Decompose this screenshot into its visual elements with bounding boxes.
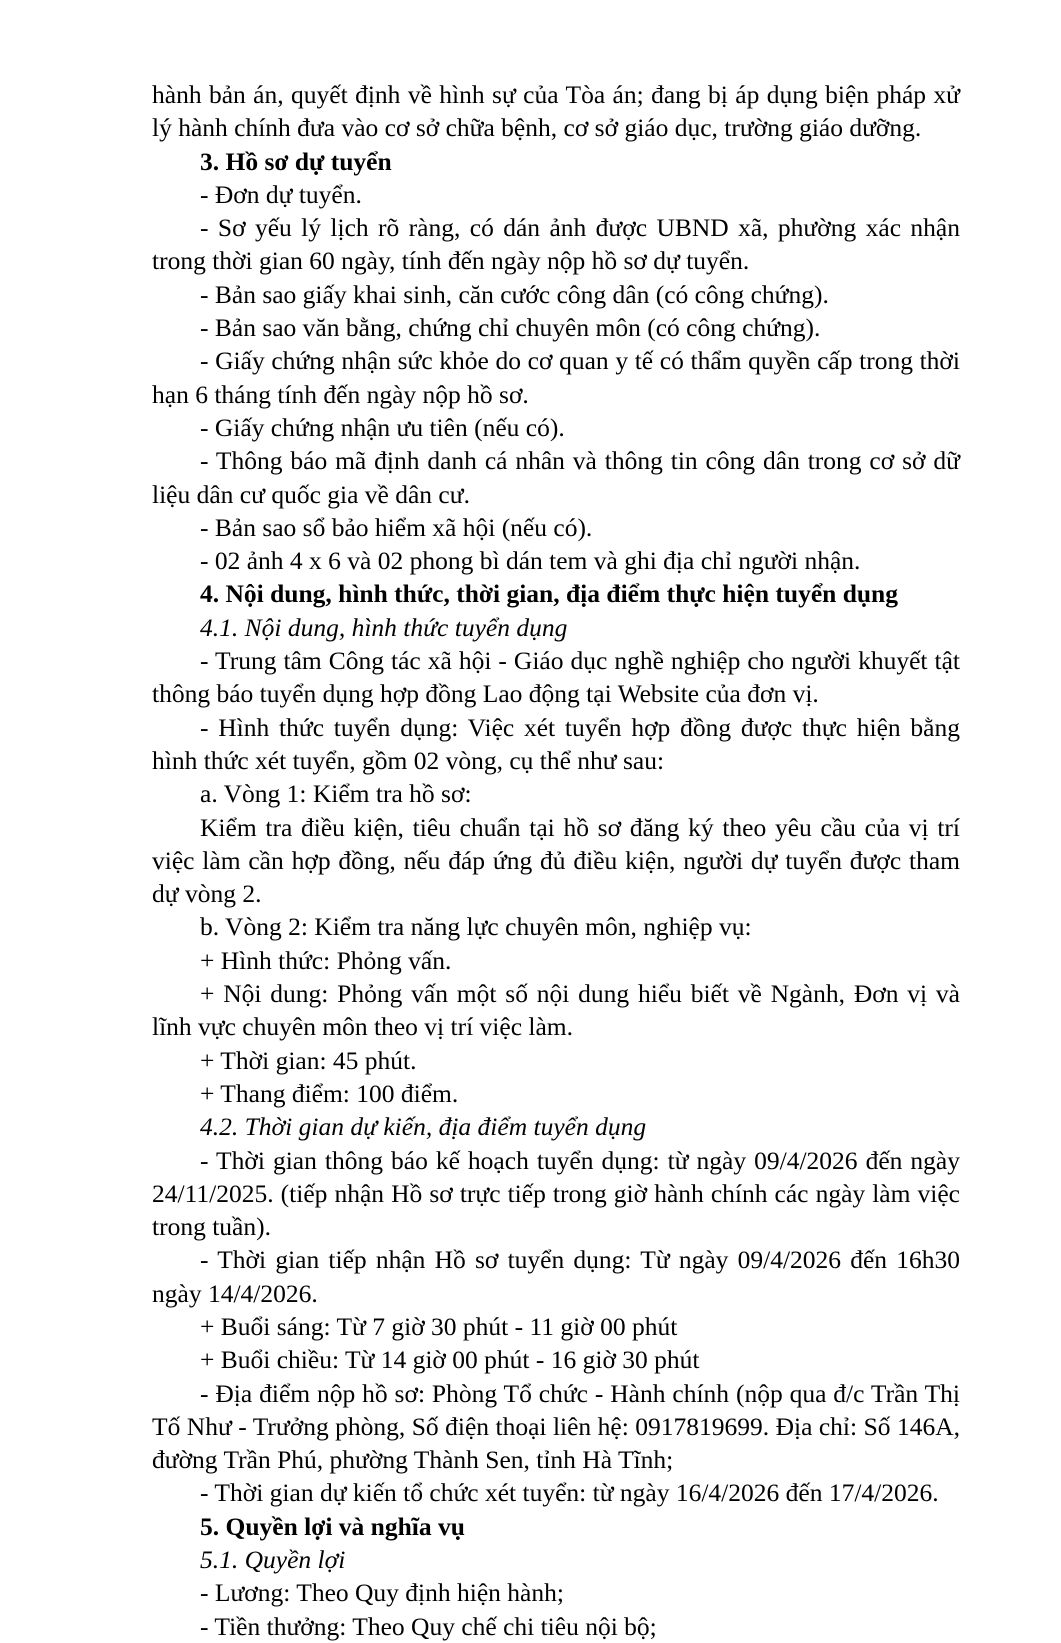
section-4-1-item-3: a. Vòng 1: Kiểm tra hồ sơ:	[200, 779, 472, 809]
section-5-heading: 5. Quyền lợi và nghĩa vụ	[200, 1511, 465, 1541]
section-4-1-item-4: Kiểm tra điều kiện, tiêu chuẩn tại hồ sơ đăng ký theo yêu cầu của vị trí việc làm cần hợp đồng, nếu đáp ứng đủ điều kiện, người dự tuyển được tham dự vòng 2.	[152, 812, 960, 909]
section-4-2-item-6: - Thời gian dự kiến tổ chức xét tuyển: từ ngày 16/4/2026 đến 17/4/2026.	[200, 1478, 939, 1508]
section-4-2-item-5: - Địa điểm nộp hồ sơ: Phòng Tổ chức - Hành chính (nộp qua đ/c Trần Thị Tố Như - Trưởng phòng, Số điện thoại liên hệ: 0917819699. Địa chỉ: Số 146A, đường Trần Phú, phường Thành Sen, tỉnh Hà Tĩnh;	[152, 1378, 960, 1475]
section-3-item-2: - Sơ yếu lý lịch rõ ràng, có dán ảnh được UBND xã, phường xác nhận trong thời gian 60 ngày, tính đến ngày nộp hồ sơ dự tuyển.	[152, 213, 960, 276]
section-4-1-item-7: + Nội dung: Phỏng vấn một số nội dung hiểu biết về Ngành, Đơn vị và lĩnh vực chuyên môn theo vị trí việc làm.	[152, 979, 960, 1042]
section-4-1-item-9: + Thang điểm: 100 điểm.	[200, 1078, 459, 1108]
section-5-1-heading: 5.1. Quyền lợi	[200, 1545, 346, 1575]
section-4-2-heading: 4.2. Thời gian dự kiến, địa điểm tuyển dụng	[200, 1112, 647, 1142]
section-3-item-4: - Bản sao văn bằng, chứng chỉ chuyên môn (có công chứng).	[200, 313, 821, 343]
section-4-1-item-2: - Hình thức tuyển dụng: Việc xét tuyển hợp đồng được thực hiện bằng hình thức xét tuyển, gồm 02 vòng, cụ thể như sau:	[152, 712, 960, 775]
section-3-item-6: - Giấy chứng nhận ưu tiên (nếu có).	[200, 412, 565, 442]
section-3-heading: 3. Hồ sơ dự tuyển	[200, 146, 392, 176]
section-4-2-item-3: + Buổi sáng: Từ 7 giờ 30 phút - 11 giờ 00 phút	[200, 1311, 678, 1341]
section-3-item-7: - Thông báo mã định danh cá nhân và thông tin công dân trong cơ sở dữ liệu dân cư quốc gia về dân cư.	[152, 446, 960, 509]
section-4-2-item-2: - Thời gian tiếp nhận Hồ sơ tuyển dụng: Từ ngày 09/4/2026 đến 16h30 ngày 14/4/2026.	[152, 1245, 960, 1308]
section-4-1-heading: 4.1. Nội dung, hình thức tuyển dụng	[200, 612, 568, 642]
section-3-item-3: - Bản sao giấy khai sinh, căn cước công dân (có công chứng).	[200, 279, 829, 309]
continued-paragraph: hành bản án, quyết định về hình sự của Tòa án; đang bị áp dụng biện pháp xử lý hành chính đưa vào cơ sở chữa bệnh, cơ sở giáo dục, trường giáo dưỡng.	[152, 80, 960, 143]
section-4-1-item-1: - Trung tâm Công tác xã hội - Giáo dục nghề nghiệp cho người khuyết tật thông báo tuyển dụng hợp đồng Lao động tại Website của đơn vị.	[152, 646, 960, 709]
section-5-1-item-1: - Lương: Theo Quy định hiện hành;	[200, 1578, 564, 1608]
page-content	[152, 78, 960, 1643]
section-5-1-item-2: - Tiền thưởng: Theo Quy chế chi tiêu nội bộ;	[200, 1611, 657, 1641]
section-4-2-item-1: - Thời gian thông báo kế hoạch tuyển dụng: từ ngày 09/4/2026 đến ngày 24/11/2025. (tiếp nhận Hồ sơ trực tiếp trong giờ hành chính các ngày làm việc trong tuần).	[152, 1145, 960, 1242]
section-3-item-8: - Bản sao sổ bảo hiểm xã hội (nếu có).	[200, 512, 593, 542]
section-3-item-5: - Giấy chứng nhận sức khỏe do cơ quan y tế có thẩm quyền cấp trong thời hạn 6 tháng tính đến ngày nộp hồ sơ.	[152, 346, 960, 409]
section-3-item-9: - 02 ảnh 4 x 6 và 02 phong bì dán tem và ghi địa chỉ người nhận.	[200, 546, 861, 576]
section-4-1-item-5: b. Vòng 2: Kiểm tra năng lực chuyên môn, nghiệp vụ:	[200, 912, 752, 942]
section-3-item-1: - Đơn dự tuyển.	[200, 179, 362, 209]
section-4-2-item-4: + Buổi chiều: Từ 14 giờ 00 phút - 16 giờ 30 phút	[200, 1345, 700, 1375]
section-4-1-item-6: + Hình thức: Phỏng vấn.	[200, 945, 452, 975]
section-4-heading: 4. Nội dung, hình thức, thời gian, địa điểm thực hiện tuyển dụng	[200, 579, 898, 609]
section-4-1-item-8: + Thời gian: 45 phút.	[200, 1045, 417, 1075]
